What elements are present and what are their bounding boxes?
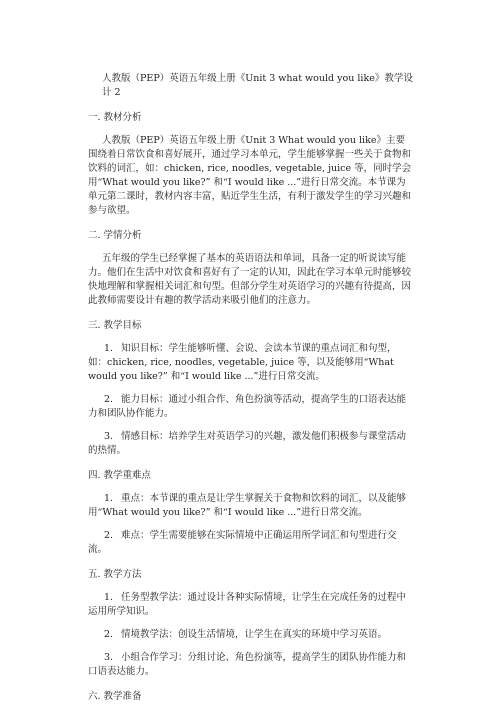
section-textbook-analysis	[88, 111, 414, 218]
list-item-number: 3.	[104, 652, 114, 663]
section-teaching-objectives	[88, 319, 414, 458]
spacer	[88, 483, 414, 492]
spacer	[88, 520, 414, 529]
section-student-analysis	[88, 229, 414, 308]
list-item	[88, 529, 414, 557]
spacer	[88, 218, 414, 229]
list-item	[88, 628, 414, 642]
list-item	[88, 430, 414, 458]
section-teaching-methods	[88, 568, 414, 679]
list-item	[88, 651, 414, 679]
list-item	[88, 492, 414, 520]
section-heading: 五. 教学方法	[88, 569, 142, 580]
spacer	[88, 421, 414, 430]
spacer	[88, 125, 414, 134]
section-paragraph: 五年级的学生已经掌握了基本的英语语法和单词，具备一定的听说读写能力。他们在生活中对饮食和喜好有了一定的认知，因此在学习本单元时能够较快地理解和掌握相关词汇和句型。但部分学生对英语学习的兴趣有待提高，因此教师需要设计有趣的教学活动来吸引他们的注意力。	[88, 253, 412, 306]
list-item-number: 1.	[104, 592, 114, 603]
list-item-text: 能力目标：通过小组合作、角色扮演等活动，提高学生的口语表达能力和团队协作能力。	[88, 394, 407, 419]
spacer	[88, 384, 414, 393]
list-item-number: 1.	[104, 493, 114, 504]
spacer	[88, 557, 414, 568]
spacer	[88, 642, 414, 651]
spacer	[88, 619, 414, 628]
list-item-text: 小组合作学习：分组讨论、角色扮演等，提高学生的团队协作能力和口语表达能力。	[88, 652, 407, 677]
section-heading: 三. 教学目标	[88, 320, 142, 331]
document-title: 人教版（PEP）英语五年级上册《Unit 3 what would you like》教学设计 2	[102, 73, 413, 98]
list-item-text: 重点：本节课的重点是让学生掌握关于食物和饮料的词汇，以及能够用“What would you like?” 和“I would like ...”进行日常交流。	[88, 493, 407, 518]
list-item-number: 2.	[104, 629, 114, 640]
spacer	[88, 458, 414, 469]
list-item-text: 情境教学法：创设生活情境，让学生在真实的环境中学习英语。	[121, 629, 388, 640]
list-item-number: 2.	[104, 394, 114, 405]
spacer	[88, 679, 414, 690]
section-heading: 四. 教学重难点	[88, 470, 152, 481]
section-heading: 一. 教材分析	[88, 112, 142, 123]
section-teaching-preparation	[88, 690, 414, 704]
list-item-text: 情感目标：培养学生对英语学习的兴趣，激发他们积极参与课堂活动的热情。	[88, 431, 407, 456]
list-item-text: 难点：学生需要能够在实际情境中正确运用所学词汇和句型进行交流。	[88, 530, 397, 555]
spacer	[88, 308, 414, 319]
list-item	[88, 393, 414, 421]
list-item-number: 2.	[104, 530, 114, 541]
spacer	[88, 243, 414, 252]
section-heading: 二. 学情分析	[88, 230, 142, 241]
section-paragraph: 人教版（PEP）英语五年级上册《Unit 3 What would you like》主要围绕着日常饮食和喜好展开，通过学习本单元，学生能够掌握一些关于食物和饮料的词汇，如：chicken, rice, noodles, vegetable, juice 等，同时学会用“What would you like?” 和“I would like ...”进行日常交流。本节课为单元第二课时，教材内容丰富，贴近学生生活，有利于激发学生的学习兴趣和参与欲望。	[88, 135, 412, 216]
list-item-text: 任务型教学法：通过设计各种实际情境，让学生在完成任务的过程中运用所学知识。	[88, 592, 407, 617]
list-item-number: 3.	[104, 431, 114, 442]
spacer	[88, 582, 414, 591]
list-item-number: 1.	[104, 343, 114, 354]
list-item-text: 知识目标：学生能够听懂、会说、会读本节课的重点词汇和句型，如：chicken, rice, noodles, vegetable, juice 等，以及能够用“What would you like?” 和“I would like ...”进行日常交流。	[88, 343, 397, 382]
spacer	[88, 333, 414, 342]
section-key-difficult-points	[88, 469, 414, 557]
list-item	[88, 591, 414, 619]
spacer	[88, 102, 414, 111]
section-heading: 六. 教学准备	[88, 691, 142, 702]
list-item	[88, 342, 414, 384]
